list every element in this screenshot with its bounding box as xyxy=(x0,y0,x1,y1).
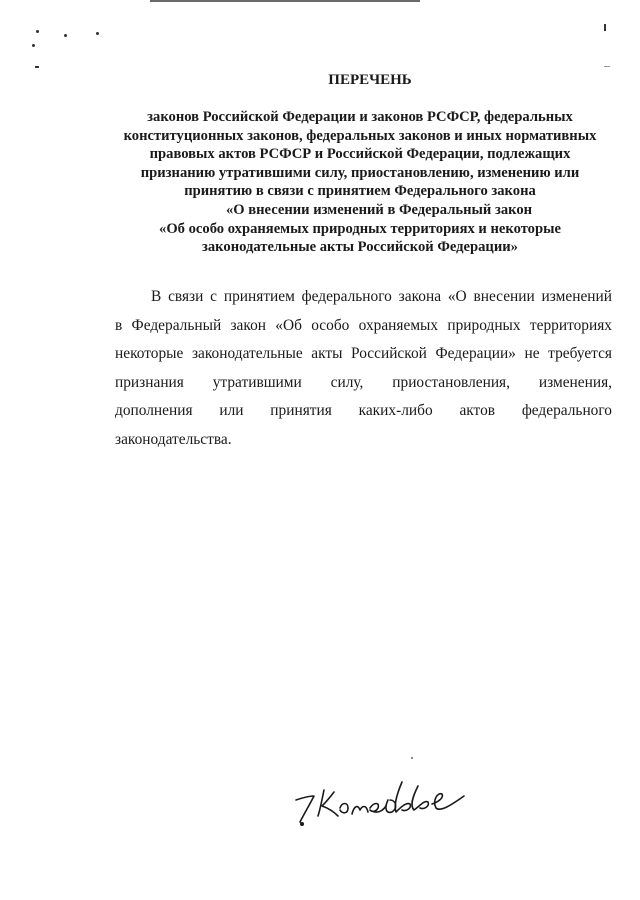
scan-speck xyxy=(32,44,35,47)
subtitle-line: законов Российской Федерации и законов РСФСР, федеральных xyxy=(147,109,573,125)
body-line: некоторые законодательные акты Российской Федерации» не требуется xyxy=(115,345,612,363)
subtitle-line: законодательные акты Российской Федерации» xyxy=(202,239,518,256)
body-line: В связи с принятием федерального закона «О внесении изменений xyxy=(151,288,612,305)
body-line: в Федеральный закон «Об особо охраняемых природных территориях xyxy=(115,316,612,334)
scan-edge-line xyxy=(150,0,420,2)
scan-speck xyxy=(64,34,67,37)
scan-speck xyxy=(35,66,39,68)
scan-speck xyxy=(96,32,99,35)
scan-speck xyxy=(604,66,610,67)
subtitle-line: принятию в связи с принятием Федерального закона xyxy=(184,183,536,200)
body-paragraph xyxy=(115,283,612,455)
handwritten-signature xyxy=(288,752,478,834)
subtitle-line: признанию утратившими силу, приостановлению, изменению или xyxy=(140,164,580,181)
scan-speck xyxy=(604,24,606,31)
body-line: законодательства. xyxy=(115,430,232,448)
subtitle-line: «О внесении изменений в Федеральный закон xyxy=(225,201,533,218)
subtitle-line: правовых актов РСФСР и Российской Федерации, подлежащих xyxy=(149,146,571,163)
body-line: признания утратившими силу, приостановления, изменения, xyxy=(115,373,612,391)
subtitle-line: «Об особо охраняемых природных территориях и некоторые xyxy=(159,220,561,237)
scan-speck xyxy=(36,30,39,33)
document-title: ПЕРЕЧЕНЬ xyxy=(328,72,412,88)
body-line: дополнения или принятия каких-либо актов федерального xyxy=(115,402,612,420)
document-subtitle xyxy=(110,108,610,257)
subtitle-line: конституционных законов, федеральных законов и иных нормативных xyxy=(123,127,597,144)
